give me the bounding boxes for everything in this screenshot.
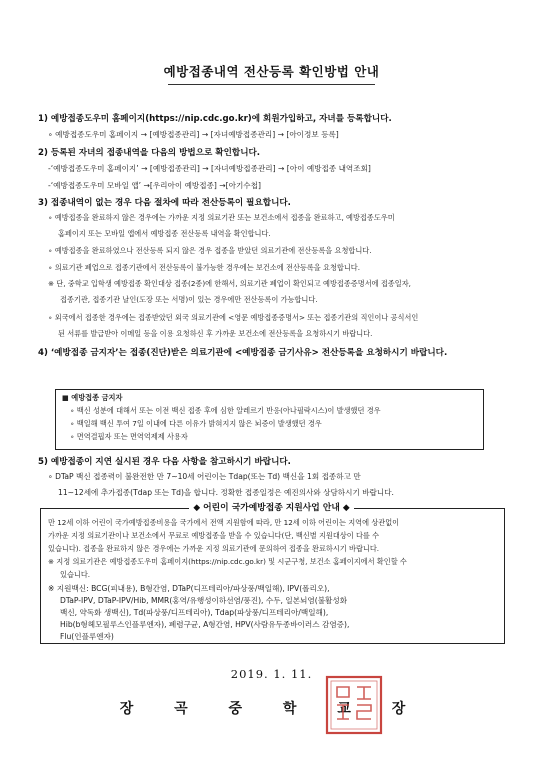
issuer-name: 장 곡 중 학 교 장 bbox=[119, 701, 424, 717]
contraindication-item1: ∘ 백신 성분에 대해서 또는 이전 백신 접종 후에 심한 알레르기 반응(아나필락시스)이 발생했던 경우 bbox=[70, 406, 381, 415]
support-p3-line2: DTaP-IPV, DTaP-IPV/Hib, MMR(홍역/유행성이하선염/풍진), 수두, 일본뇌염(불활성화 bbox=[60, 596, 348, 605]
support-p3-line1: ※ 지원백신: BCG(피내용), B형간염, DTaP(디프테리아/파상풍/백일해), IPV(폴리오), bbox=[48, 584, 330, 593]
section3-item3: ∘ 의료기관 폐업으로 접종기관에서 전산등록이 불가능한 경우에는 보건소에 전산등록을 요청합니다. bbox=[48, 263, 361, 272]
section3-item1-line2: 홈페이지 또는 모바일 앱에서 예방접종 전산등록 내역을 확인합니다. bbox=[58, 229, 271, 238]
support-box-title bbox=[0, 500, 543, 513]
support-p1-line1: 만 12세 이하 어린이 국가예방접종비용을 국가에서 전액 지원함에 따라, 만 12세 이하 어린이는 지역에 상관없이 bbox=[48, 518, 400, 527]
support-p1-line2: 가까운 지정 의료기관이나 보건소에서 무료로 예방접종을 받을 수 있습니다(단, 백신별 지원대상이 다를 수 bbox=[48, 531, 380, 540]
section3-item4-line1: ∘ 외국에서 접종한 경우에는 접종받았던 외국 의료기관에 <영문 예방접종증명서> 또는 접종기관의 직인이나 공식서인 bbox=[48, 313, 419, 322]
section5-heading: 5) 예방접종이 지연 실시된 경우 다음 사항을 참고하시기 바랍니다. bbox=[38, 457, 291, 467]
section5-item1-line2: 11~12세에 추가접종(Tdap 또는 Td)을 합니다. 정확한 접종일정은 예진의사와 상담하시기 바랍니다. bbox=[58, 488, 394, 497]
section2-heading: 2) 등록된 자녀의 접종내역을 다음의 방법으로 확인합니다. bbox=[38, 148, 261, 158]
section3-item2: ∘ 예방접종을 완료하였으나 전산등록 되지 않은 경우 접종을 받았던 의료기관에 전산등록을 요청합니다. bbox=[48, 246, 372, 255]
section5-item1-line1: ∘ DTaP 백신 접종력이 불완전한 만 7~10세 어린이는 Tdap(또는 Td) 백신을 1회 접종하고 만 bbox=[48, 472, 361, 481]
support-p3-line5: Flu(인플루엔자) bbox=[60, 632, 114, 641]
section3-heading: 3) 접종내역이 없는 경우 다음 절차에 따라 전산등록이 필요합니다. bbox=[38, 198, 291, 208]
section3-item4-line2: 된 서류를 발급받아 이메일 등을 이용 요청하신 후 가까운 보건소에 전산등록을 요청하시기 바랍니다. bbox=[58, 329, 373, 338]
support-p2-line2: 있습니다. bbox=[60, 570, 91, 579]
title-underline bbox=[168, 84, 375, 85]
support-p3-line3: 백신, 약독화 생백신), Td(파상풍/디프테리아), Tdap(파상풍/디프테리아/백일해), bbox=[60, 608, 329, 617]
document-date: 2019. 1. 11. bbox=[230, 667, 313, 681]
page-title: 예방접종내역 전산등록 확인방법 안내 bbox=[163, 64, 380, 79]
contraindication-item2: ∘ 백일해 백신 투여 7일 이내에 다른 이유가 밝혀지지 않은 뇌증이 발생했던 경우 bbox=[70, 419, 322, 428]
contraindication-box-title: ■ 예방접종 금지자 bbox=[62, 393, 123, 402]
support-p3-line4: Hib(b형헤모필루스인플루엔자), 폐렴구균, A형간염, HPV(사람유두종바이러스 감염증), bbox=[60, 620, 350, 629]
support-p1-line3: 있습니다). 접종을 완료하지 않은 경우에는 가까운 지정 의료기관에 문의하여 접종을 완료하시기 바랍니다. bbox=[48, 544, 380, 553]
section1-heading: 1) 예방접종도우미 홈페이지(https://nip.cdc.go.kr)에 회원가입하고, 자녀를 등록합니다. bbox=[38, 114, 392, 124]
section2-item2: -‘예방접종도우미 모바일 앱’ →[우리아이 예방접종] →[아기수첩] bbox=[48, 181, 261, 190]
support-p2-line1: ※ 지정 의료기관은 예방접종도우미 홈페이지(https://nip.cdc.go.kr) 및 시군구청, 보건소 홈페이지에서 확인할 수 bbox=[48, 557, 407, 566]
official-seal-icon bbox=[325, 675, 383, 735]
contraindication-item3: ∘ 면역결핍자 또는 면역억제제 사용자 bbox=[70, 432, 188, 441]
section3-note-line2: 접종기관, 접종기관 날인(도장 또는 서명)이 있는 경우에만 전산등록이 가능합니다. bbox=[60, 295, 318, 304]
support-box-title-text: ◆ 어린이 국가예방접종 지원사업 안내 ◆ bbox=[189, 503, 353, 513]
section4-heading: 4) ‘예방접종 금지자’는 접종(진단)받은 의료기관에 <예방접종 금기사유> 전산등록을 요청하시기 바랍니다. bbox=[38, 348, 448, 358]
section3-item1-line1: ∘ 예방접종을 완료하지 않은 경우에는 가까운 지정 의료기관 또는 보건소에서 접종을 완료하고, 예방접종도우미 bbox=[48, 213, 395, 222]
section1-item1: ∘ 예방접종도우미 홈페이지 → [예방접종관리] → [자녀예방접종관리] → [아이정보 등록] bbox=[48, 130, 339, 139]
section2-item1: -‘예방접종도우미 홈페이지’ → [예방접종관리] → [자녀예방접종관리] → [아이 예방접종 내역조회] bbox=[48, 164, 371, 173]
section3-note-line1: ※ 단, 중학교 입학생 예방접종 확인대상 접종(2종)에 한해서, 의료기관 폐업이 확인되고 예방접종증명서에 접종일자, bbox=[48, 279, 411, 288]
